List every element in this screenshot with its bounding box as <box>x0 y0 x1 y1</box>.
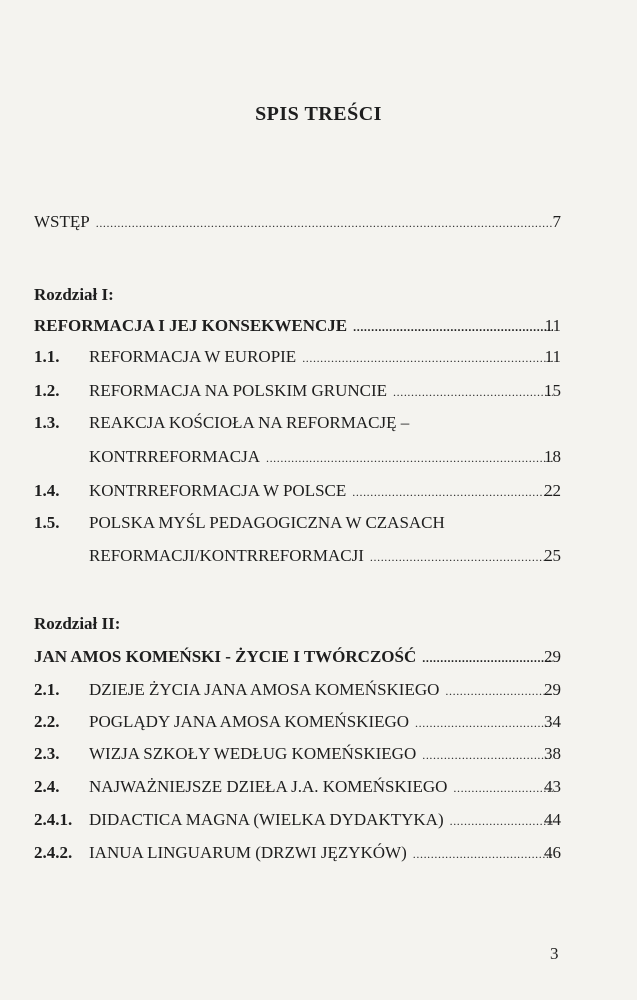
toc-page-number: 29 <box>544 647 561 666</box>
toc-entry <box>34 513 561 533</box>
toc-entry <box>34 680 561 700</box>
toc-page-number: 22 <box>544 481 561 500</box>
toc-page-number: 46 <box>544 843 561 862</box>
toc-page-number: 38 <box>544 744 561 763</box>
section-number: 2.2. <box>34 712 60 731</box>
folio-page-number: 3 <box>550 944 559 963</box>
chapter-label: Rozdział I: <box>34 285 114 304</box>
dot-leader <box>96 216 553 231</box>
dot-leader <box>450 814 553 829</box>
section-title: REFORMACJA W EUROPIE <box>89 347 297 366</box>
toc-page-number: 11 <box>544 316 561 335</box>
section-number: 2.4. <box>34 777 60 796</box>
toc-entry <box>34 347 561 367</box>
section-title-continuation: REFORMACJI/KONTRREFORMACJI <box>89 546 364 565</box>
toc-page-number: 44 <box>544 810 561 829</box>
dot-leader <box>413 847 553 862</box>
dot-leader <box>453 781 553 796</box>
toc-page-number: 7 <box>552 212 561 231</box>
dot-leader <box>393 385 553 400</box>
toc-entry-continuation <box>34 546 561 566</box>
toc-entry <box>34 381 561 401</box>
dot-leader <box>352 485 553 500</box>
chapter-heading <box>34 647 561 667</box>
page-title: SPIS TREŚCI <box>255 103 382 125</box>
toc-entry-intro <box>34 212 561 232</box>
section-number: 2.4.1. <box>34 810 73 829</box>
toc-entry <box>34 810 561 830</box>
toc-page-number: 29 <box>544 680 561 699</box>
section-title: WIZJA SZKOŁY WEDŁUG KOMEŃSKIEGO <box>89 744 417 763</box>
toc-page-number: 43 <box>544 777 561 796</box>
section-title: KONTRREFORMACJA W POLSCE <box>89 481 347 500</box>
section-title: POGLĄDY JANA AMOSA KOMEŃSKIEGO <box>89 712 410 731</box>
dot-leader <box>415 716 553 731</box>
section-number: 1.3. <box>34 413 60 432</box>
section-title: POLSKA MYŚL PEDAGOGICZNA W CZASACH <box>89 513 445 532</box>
section-number: 2.3. <box>34 744 60 763</box>
dot-leader <box>302 351 553 366</box>
toc-page-number: 11 <box>544 347 561 366</box>
chapter-label: Rozdział II: <box>34 614 121 633</box>
toc-entry <box>34 413 561 433</box>
toc-page-number: 25 <box>544 546 561 565</box>
section-number: 2.1. <box>34 680 60 699</box>
section-number: 1.4. <box>34 481 60 500</box>
section-title: REFORMACJA NA POLSKIM GRUNCIE <box>89 381 388 400</box>
toc-entry <box>34 843 561 863</box>
toc-entry <box>34 744 561 764</box>
section-title-continuation: KONTRREFORMACJA <box>89 447 260 466</box>
chapter-heading-title: JAN AMOS KOMEŃSKI - ŻYCIE I TWÓRCZOŚĆ <box>34 647 417 666</box>
section-number: 1.5. <box>34 513 60 532</box>
dot-leader <box>353 320 553 335</box>
toc-entry <box>34 481 561 501</box>
dot-leader <box>422 651 553 666</box>
toc-entry-continuation <box>34 447 561 467</box>
chapter-heading <box>34 316 561 336</box>
chapter-heading-title: REFORMACJA I JEJ KONSEKWENCJE <box>34 316 348 335</box>
toc-page-number: 15 <box>544 381 561 400</box>
toc-page-number: 18 <box>544 447 561 466</box>
section-number: 1.2. <box>34 381 60 400</box>
dot-leader <box>445 684 553 699</box>
dot-leader <box>266 451 553 466</box>
dot-leader <box>422 748 553 763</box>
section-title: DIDACTICA MAGNA (WIELKA DYDAKTYKA) <box>89 810 444 829</box>
section-title: REAKCJA KOŚCIOŁA NA REFORMACJĘ – <box>89 413 410 432</box>
dot-leader <box>370 550 553 565</box>
toc-page-number: 34 <box>544 712 561 731</box>
section-number: 1.1. <box>34 347 60 366</box>
toc-entry <box>34 712 561 732</box>
section-title: NAJWAŻNIEJSZE DZIEŁA J.A. KOMEŃSKIEGO <box>89 777 448 796</box>
section-title: DZIEJE ŻYCIA JANA AMOSA KOMEŃSKIEGO <box>89 680 440 699</box>
toc-entry <box>34 777 561 797</box>
section-number: 2.4.2. <box>34 843 73 862</box>
toc-entry-label: WSTĘP <box>34 212 90 231</box>
section-title: IANUA LINGUARUM (DRZWI JĘZYKÓW) <box>89 843 407 862</box>
